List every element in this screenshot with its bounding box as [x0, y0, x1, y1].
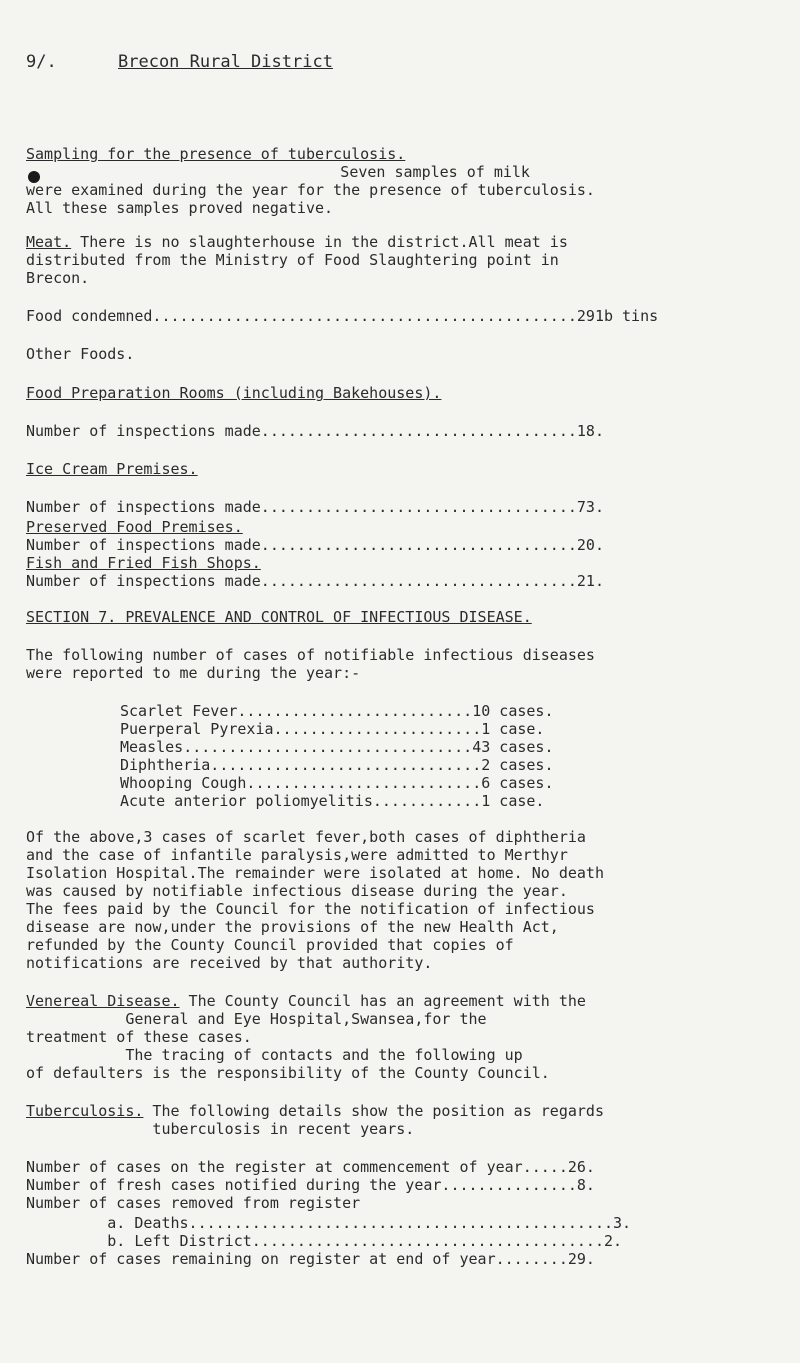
sampling-line-2: were examined during the year for the presence of tuberculosis.: [26, 181, 595, 199]
tb-row: Number of cases removed from register: [26, 1194, 361, 1212]
meat-line-1: There is no slaughterhouse in the district.All meat is: [71, 233, 568, 251]
ice-cream-heading: Ice Cream Premises.: [26, 460, 198, 478]
section-7-para-line: was caused by notifiable infectious disease during the year.: [26, 882, 568, 900]
preserved-food-inspections: Number of inspections made...................................20.: [26, 536, 604, 554]
meat-line-3: Brecon.: [26, 269, 90, 287]
tuberculosis-line-2: tuberculosis in recent years.: [26, 1120, 415, 1138]
tb-row: Number of fresh cases notified during the year...............8.: [26, 1176, 595, 1194]
district-title: Brecon Rural District: [118, 52, 333, 72]
page-number: 9/.: [26, 52, 57, 72]
venereal-paragraph: [26, 992, 586, 1010]
tb-row: Number of cases on the register at commencement of year.....26.: [26, 1158, 595, 1176]
tb-row: Number of cases remaining on register at end of year........29.: [26, 1250, 595, 1268]
other-foods-heading: Other Foods.: [26, 345, 135, 363]
tuberculosis-heading: Tuberculosis.: [26, 1102, 144, 1120]
ice-cream-inspections: Number of inspections made...................................73.: [26, 498, 604, 516]
tb-row: b. Left District.......................................2.: [26, 1232, 623, 1250]
venereal-line-1: The County Council has an agreement with the: [179, 992, 586, 1010]
section-7-intro-1: The following number of cases of notifiable infectious diseases: [26, 646, 595, 664]
section-7-para-line: The fees paid by the Council for the notification of infectious: [26, 900, 595, 918]
disease-row: Scarlet Fever..........................10 cases.: [120, 702, 554, 720]
preserved-food-heading: Preserved Food Premises.: [26, 518, 243, 536]
disease-row: Acute anterior poliomyelitis............1 case.: [120, 792, 545, 810]
section-7-heading: SECTION 7. PREVALENCE AND CONTROL OF INFECTIOUS DISEASE.: [26, 608, 532, 626]
food-prep-heading: Food Preparation Rooms (including Bakehouses).: [26, 384, 442, 402]
venereal-heading: Venereal Disease.: [26, 992, 180, 1010]
tuberculosis-line-1: The following details show the position as regards: [143, 1102, 604, 1120]
section-7-intro-2: were reported to me during the year:-: [26, 664, 361, 682]
meat-heading: Meat.: [26, 233, 72, 251]
disease-row: Measles................................43 cases.: [120, 738, 554, 756]
meat-paragraph: [26, 233, 568, 251]
food-prep-inspections: Number of inspections made...................................18.: [26, 422, 604, 440]
disease-row: Whooping Cough..........................6 cases.: [120, 774, 554, 792]
section-7-para-line: refunded by the County Council provided that copies of: [26, 936, 514, 954]
food-condemned-row: Food condemned...............................................291b tins: [26, 307, 659, 325]
section-7-para-line: notifications are received by that authority.: [26, 954, 433, 972]
sampling-line-3: All these samples proved negative.: [26, 199, 334, 217]
section-7-para-line: Of the above,3 cases of scarlet fever,both cases of diphtheria: [26, 828, 586, 846]
section-7-para-line: Isolation Hospital.The remainder were isolated at home. No death: [26, 864, 604, 882]
venereal-line-3: treatment of these cases.: [26, 1028, 252, 1046]
venereal-line-4: The tracing of contacts and the following up: [26, 1046, 523, 1064]
sampling-line-1: Seven samples of milk: [250, 163, 530, 181]
section-7-para-line: disease are now,under the provisions of the new Health Act,: [26, 918, 559, 936]
tb-row: a. Deaths...............................................3.: [26, 1214, 632, 1232]
disease-row: Puerperal Pyrexia.......................1 case.: [120, 720, 545, 738]
disease-row: Diphtheria..............................2 cases.: [120, 756, 554, 774]
meat-line-2: distributed from the Ministry of Food Slaughtering point in: [26, 251, 559, 269]
fish-heading: Fish and Fried Fish Shops.: [26, 554, 261, 572]
venereal-line-5: of defaulters is the responsibility of the County Council.: [26, 1064, 550, 1082]
sampling-heading: Sampling for the presence of tuberculosis.: [26, 145, 406, 163]
venereal-line-2: General and Eye Hospital,Swansea,for the: [26, 1010, 487, 1028]
tuberculosis-paragraph: [26, 1102, 604, 1120]
fish-inspections: Number of inspections made...................................21.: [26, 572, 604, 590]
section-7-para-line: and the case of infantile paralysis,were admitted to Merthyr: [26, 846, 568, 864]
